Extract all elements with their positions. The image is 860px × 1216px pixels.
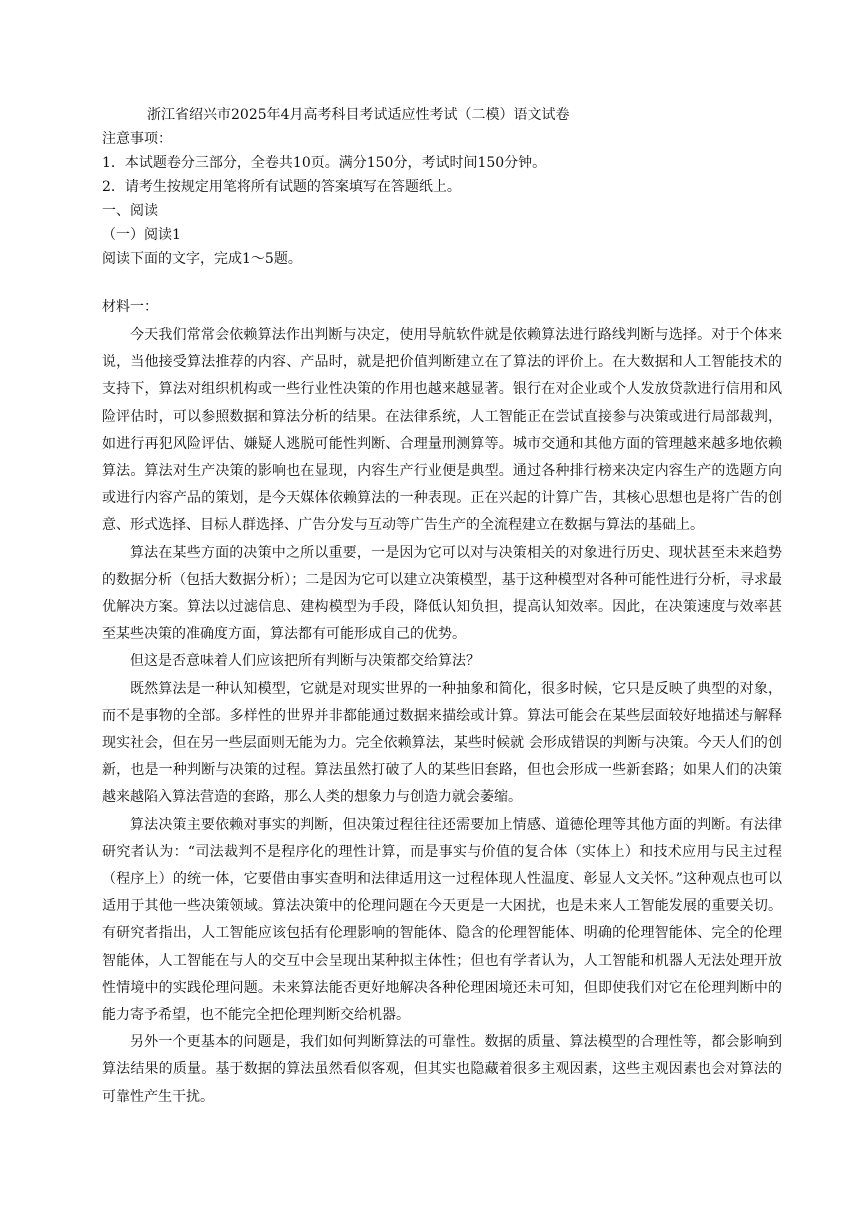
paragraph: 算法决策主要依赖对事实的判断，但决策过程往往还需要加上情感、道德伦理等其他方面的判断。有法律研究者认为：“司法裁判不是程序化的理性计算，而是事实与价值的复合体（实体上）和技术应用与民主过程（程序上）的统一体，它要借由事实查明和法律适用这一过程体现人性温度、彰显人文关怀。”这种观点也可以适用于其他一些决策领域。算法决策中的伦理问题在今天更是一大困扰，也是未来人工智能发展的重要关切。有研究者指出，人工智能应该包括有伦理影响的智能体、隐含的伦理智能体、明确的伦理智能体、完全的伦理智能体，人工智能在与人的交互中会呈现出某种拟主体性；但也有学者认为，人工智能和机器人无法处理开放性情境中的实践伦理问题。未来算法能否更好地解决各种伦理困境还未可知，但即使我们对它在伦理判断中的能力寄予希望，也不能完全把伦理判断交给机器。	[102, 816, 782, 1024]
notice-item: 1．本试题卷分三部分，全卷共10页。满分150分，考试时间150分钟。	[102, 155, 547, 171]
subsection-heading: （一）阅读1	[102, 227, 181, 243]
notice-item: 2．请考生按规定用笔将所有试题的答案填写在答题纸上。	[102, 179, 461, 195]
section-heading: 一、阅读	[102, 203, 158, 219]
material-label: 材料一：	[102, 299, 158, 315]
paragraph: 算法在某些方面的决策中之所以重要，一是因为它可以对与决策相关的对象进行历史、现状甚至未来趋势的数据分析（包括大数据分析）；二是因为它可以建立决策模型，基于这种模型对各种可能性进行分析，寻求最优解决方案。算法以过滤信息、建构模型为手段，降低认知负担，提高认知效率。因此，在决策速度与效率甚至某些决策的准确度方面，算法都有可能形成自己的优势。	[102, 544, 782, 643]
paragraph: 但这是否意味着人们应该把所有判断与决策都交给算法？	[130, 653, 480, 670]
document-body	[102, 103, 782, 1111]
instruction: 阅读下面的文字，完成1～5题。	[102, 251, 302, 267]
blank-line	[102, 271, 782, 295]
paragraph: 另外一个更基本的问题是，我们如何判断算法的可靠性。数据的质量、算法模型的合理性等，都会影响到算法结果的质量。基于数据的算法虽然看似客观，但其实也隐藏着很多主观因素，这些主观因素也会对算法的可靠性产生干扰。	[102, 1034, 782, 1105]
notice-heading: 注意事项：	[102, 131, 172, 147]
paragraph: 既然算法是一种认知模型，它就是对现实世界的一种抽象和简化，很多时候，它只是反映了典型的对象，而不是事物的全部。多样性的世界并非都能通过数据来描绘或计算。算法可能会在某些层面较好地描述与解释现实社会，但在另一些层面则无能为力。完全依赖算法，某些时候就 会形成错误的判断与决策。今天人们的创新，也是一种判断与决策的过程。算法虽然打破了人的某些旧套路，但也会形成一些新套路；如果人们的决策越来越陷入算法营造的套路，那么人类的想象力与创造力就会萎缩。	[102, 680, 782, 806]
document-title: 浙江省绍兴市2025年4月高考科目考试适应性考试（二模）语文试卷	[147, 107, 570, 123]
paragraph: 今天我们常常会依赖算法作出判断与决定，使用导航软件就是依赖算法进行路线判断与选择。对于个体来说，当他接受算法推荐的内容、产品时，就是把价值判断建立在了算法的评价上。在大数据和人工智能技术的支持下，算法对组织机构或一些行业性决策的作用也越来越显著。银行在对企业或个人发放贷款进行信用和风险评估时，可以参照数据和算法分析的结果。在法律系统，人工智能正在尝试直接参与决策或进行局部裁判，如进行再犯风险评估、嫌疑人逃脱可能性判断、合理量刑测算等。城市交通和其他方面的管理越来越多地依赖算法。算法对生产决策的影响也在显现，内容生产行业便是典型。通过各种排行榜来决定内容生产的选题方向或进行内容产品的策划，是今天媒体依赖算法的一种表现。正在兴起的计算广告，其核心思想也是将广告的创意、形式选择、目标人群选择、广告分发与互动等广告生产的全流程建立在数据与算法的基础上。	[102, 327, 782, 534]
